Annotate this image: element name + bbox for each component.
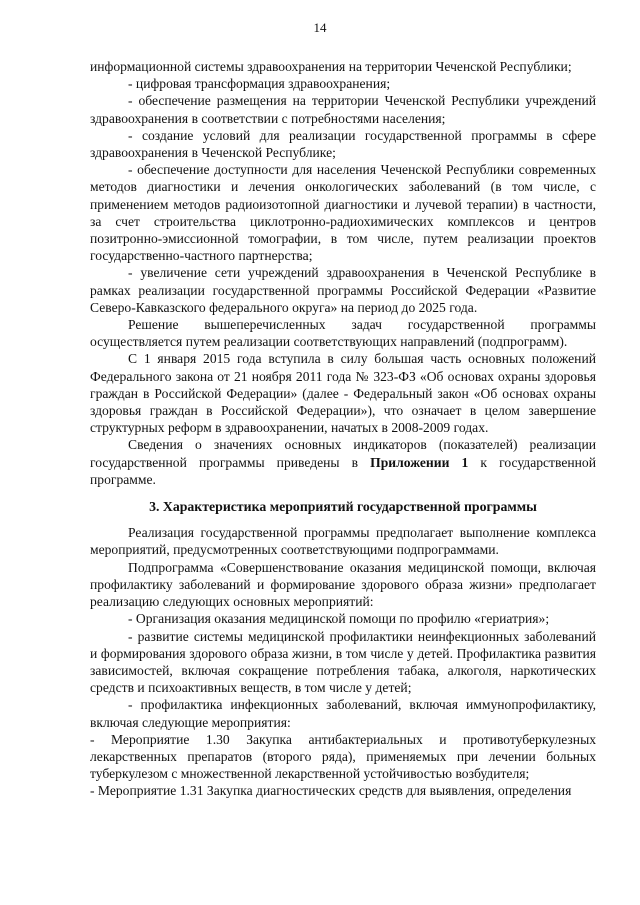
paragraph: Решение вышеперечисленных задач государственной программы осуществляется путем реализации соответствующих направлений (подпрограмм). [90,317,596,350]
list-item: - цифровая трансформация здравоохранения; [128,76,391,92]
document-body [90,58,596,800]
page-number: 14 [313,20,327,35]
paragraph: Реализация государственной программы предполагает выполнение комплекса мероприятий, предусмотренных соответствующими подпрограммами. [90,525,596,558]
list-item: - увеличение сети учреждений здравоохранения в Чеченской Республике в рамках реализации государственной программы Российской Федерации «Развитие Северо-Кавказского федерального округа» на период до 2025 года. [90,265,596,315]
paragraph: Подпрограмма «Совершенствование оказания медицинской помощи, включая профилактику заболеваний и формирование здорового образа жизни» предполагает реализацию следующих основных мероприятий: [90,559,596,610]
list-item: - профилактика инфекционных заболеваний, включая иммунопрофилактику, включая следующие мероприятия: [90,697,596,730]
paragraph: С 1 января 2015 года вступила в силу большая часть основных положений Федерального закона от 21 ноября 2011 года № 323-ФЗ «Об основах охраны здоровья граждан в Российской Федерации» (далее - Федеральный закон «Об основах охраны здоровья граждан в Российской Федерации»), что означает в целом завершение структурных реформ в здравоохранении, начатых в 2008-2009 годах. [90,351,596,436]
indicators-text: Сведения о значениях основных индикаторов (показателей) реализации государственной программы приведены в [90,437,596,470]
paragraph: информационной системы здравоохранения на территории Чеченской Республики; [90,59,572,74]
indicators-paragraph [90,436,596,488]
indicators-text-end: к государственной программе. [90,454,596,487]
list-item: - создание условий для реализации государственной программы в сфере здравоохранения в Чеченской Республике; [90,127,596,161]
list-item: - Организация оказания медицинской помощи по профилю «гериатрия»; [128,611,550,627]
section-heading: 3. Характеристика мероприятий государственной программы [149,499,537,515]
list-item: - развитие системы медицинской профилактики неинфекционных заболеваний и формирования здорового образа жизни, в том числе у детей. Профилактика развития зависимостей, включая сокращение потребления табака, алкоголя, наркотических средств и психоактивных веществ, в том числе у детей; [90,628,596,696]
appendix-link-text: Приложении 1 [370,454,469,470]
list-item: - Мероприятие 1.31 Закупка диагностических средств для выявления, определения [90,783,572,799]
list-item: - обеспечение размещения на территории Чеченской Республики учреждений здравоохранения в соответствии с потребностями населения; [90,93,596,126]
list-item: - обеспечение доступности для населения Чеченской Республики современных методов диагностики и лечения онкологических заболеваний (в том числе, с применением методов радиоизотопной диагностики и лучевой терапии) в частности, за счет строительства циклотронно-радиохимических комплексов и центров позитронно-эмиссионной томографии, в том числе, путем реализации проектов государственно-частного партнерства; [90,162,596,264]
list-item: - Мероприятие 1.30 Закупка антибактериальных и противотуберкулезных лекарственных препаратов (второго ряда), применяемых при лечении больных туберкулезом с множественной лекарственной устойчивостью возбудителя; [90,731,596,782]
